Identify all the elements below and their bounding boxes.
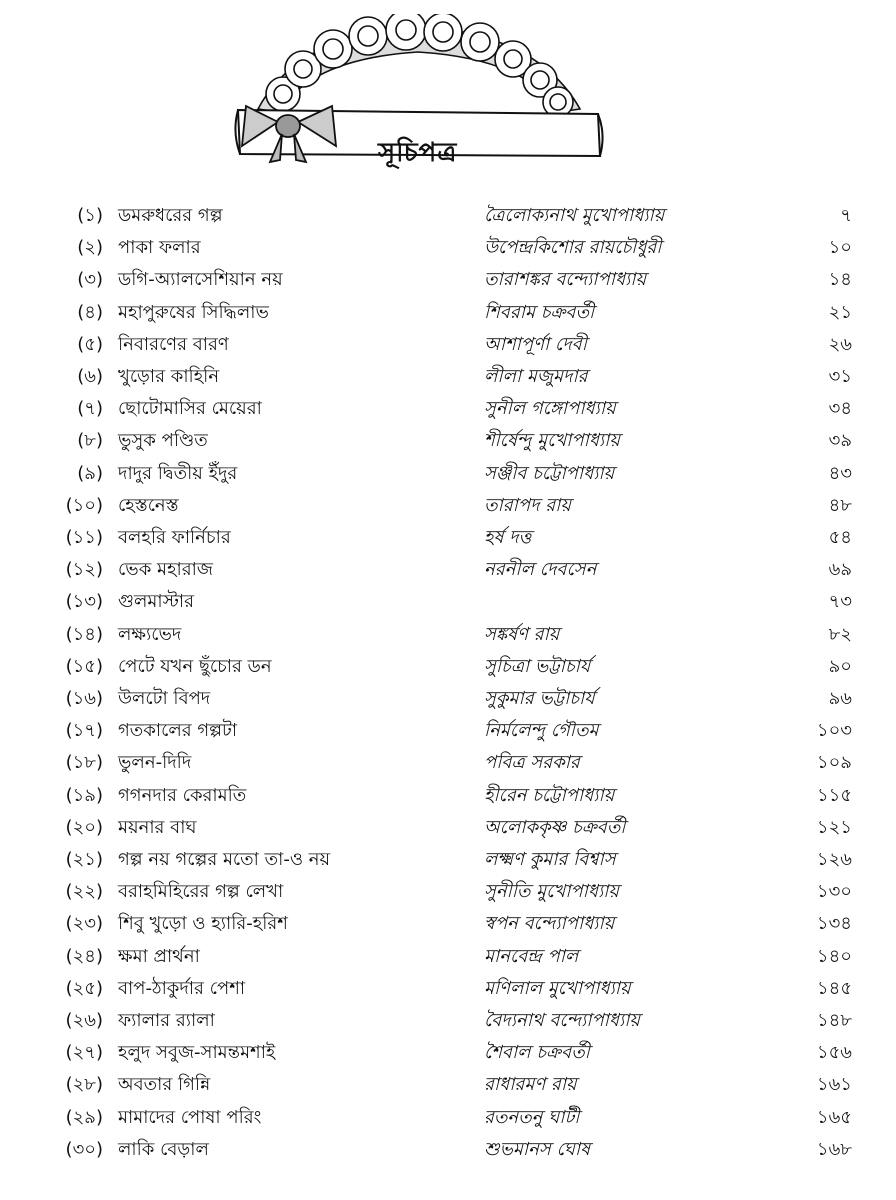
- toc-entry: [0, 522, 896, 554]
- page-number: ১৩৪: [816, 913, 852, 935]
- author-name: সুনীল গঙ্গোপাধ্যায়: [484, 398, 616, 420]
- author-name: রতনতনু ঘাটী: [484, 1106, 580, 1128]
- toc-entry: [0, 458, 896, 490]
- page-number: ১৬৫: [816, 1106, 852, 1128]
- page-number: ৮২: [828, 623, 852, 645]
- entry-number: (৬): [77, 366, 103, 387]
- story-title: ডগি-অ্যালসেশিয়ান নয়: [118, 269, 283, 291]
- page-number: ১২৬: [816, 849, 852, 870]
- entry-number: (১১): [65, 527, 103, 548]
- author-name: লক্ষ্মণ কুমার বিশ্বাস: [484, 849, 616, 870]
- entry-number: (১৩): [65, 591, 103, 613]
- toc-entry: [0, 264, 896, 296]
- toc-entry: [0, 232, 896, 264]
- story-title: মহাপুরুষের সিদ্ধিলাভ: [118, 301, 269, 323]
- entry-number: (২৯): [65, 1106, 103, 1128]
- entry-number: (১২): [65, 559, 103, 581]
- page-number: ৩১: [828, 366, 852, 387]
- page-number: ৩৪: [828, 398, 852, 420]
- story-title: মামাদের পোষা পরিং: [118, 1106, 262, 1128]
- entry-number: (১৬): [65, 688, 103, 709]
- author-name: স্বপন বন্দ্যোপাধ্যায়: [484, 913, 615, 935]
- page-number: ২১: [828, 301, 852, 323]
- entry-number: (১৯): [65, 784, 103, 806]
- entry-number: (২): [77, 237, 103, 259]
- story-title: পেটে যখন ছুঁচোর ডন: [118, 655, 272, 677]
- entry-number: (২৪): [65, 945, 103, 967]
- author-name: অলোককৃষ্ণ চক্রবর্তী: [484, 816, 626, 838]
- entry-number: (৮): [77, 430, 103, 452]
- story-title: গল্প নয় গল্পের মতো তা-ও নয়: [118, 849, 331, 870]
- story-title: ভুলন-দিদি: [118, 752, 192, 774]
- toc-entry: [0, 683, 896, 715]
- toc-entry: [0, 715, 896, 747]
- author-name: সুনীতি মুখোপাধ্যায়: [484, 881, 619, 903]
- page-number: ১২১: [816, 816, 852, 838]
- author-name: শুভমানস ঘোষ: [484, 1138, 591, 1160]
- toc-entry: [0, 876, 896, 908]
- entry-number: (৫): [77, 333, 103, 355]
- entry-number: (৯): [77, 462, 103, 484]
- story-title: ডমরুধরের গল্প: [118, 205, 223, 226]
- toc-entry: [0, 361, 896, 393]
- story-title: হলুদ সবুজ-সামন্তমশাই: [118, 1042, 276, 1064]
- story-title: অবতার গিন্নি: [118, 1074, 211, 1096]
- toc-entry: [0, 329, 896, 361]
- page-number: ৪৮: [828, 494, 852, 516]
- author-name: হর্ষ দত্ত: [484, 527, 532, 548]
- story-title: ময়নার বাঘ: [118, 816, 197, 838]
- entry-number: (১৮): [65, 752, 103, 774]
- page-number: ১৩০: [816, 881, 852, 903]
- story-title: বরাহমিহিরের গল্প লেখা: [118, 881, 284, 903]
- title-banner: [228, 14, 608, 168]
- author-name: নরনীল দেবসেন: [484, 559, 597, 581]
- story-title: লাকি বেড়াল: [118, 1138, 209, 1160]
- toc-entry: [0, 908, 896, 940]
- story-title: গতকালের গল্পটা: [118, 720, 238, 742]
- page-number: ১৫৬: [816, 1042, 852, 1064]
- toc-entry: [0, 1102, 896, 1134]
- page-number: ২৬: [828, 333, 852, 355]
- author-name: পবিত্র সরকার: [484, 752, 580, 774]
- page-number: ৩৯: [828, 430, 852, 452]
- entry-number: (২৫): [65, 977, 103, 999]
- page-number: ১৬৮: [816, 1138, 852, 1160]
- page-number: ৭৩: [828, 591, 852, 613]
- page-number: ১৬১: [816, 1074, 852, 1096]
- toc-entry: [0, 780, 896, 812]
- page-number: ১০৩: [816, 720, 852, 742]
- page-number: ৪৩: [828, 462, 852, 484]
- author-name: মানবেন্দ্র পাল: [484, 945, 579, 967]
- author-name: সুচিত্রা ভট্টাচার্য: [484, 655, 591, 677]
- entry-number: (২২): [65, 881, 103, 903]
- entry-number: (১০): [65, 494, 103, 516]
- author-name: আশাপূর্ণা দেবী: [484, 333, 587, 355]
- page-number: ৭: [840, 205, 852, 226]
- page-number: ১০৯: [816, 752, 852, 774]
- page-number: ১৪৫: [816, 977, 852, 999]
- story-title: লক্ষ্যভেদ: [118, 623, 182, 645]
- entry-number: (২৩): [65, 913, 103, 935]
- author-name: মণিলাল মুখোপাধ্যায়: [484, 977, 631, 999]
- toc-entry: [0, 812, 896, 844]
- author-name: সঞ্জীব চট্টোপাধ্যায়: [484, 462, 615, 484]
- author-name: শৈবাল চক্রবর্তী: [484, 1042, 590, 1064]
- toc-entry: [0, 941, 896, 973]
- author-name: তারাশঙ্কর বন্দ্যোপাধ্যায়: [484, 269, 647, 291]
- page-number: ৬৯: [828, 559, 852, 581]
- toc-entry: [0, 1069, 896, 1101]
- page-title: সূচিপত্র: [378, 138, 458, 168]
- page-number: ৯৬: [828, 688, 852, 709]
- toc-entry: [0, 200, 896, 232]
- toc-entry: [0, 554, 896, 586]
- page-number: ১৪০: [816, 945, 852, 967]
- story-title: পাকা ফলার: [118, 237, 201, 259]
- story-title: বাপ-ঠাকুর্দার পেশা: [118, 977, 246, 999]
- author-name: শিবরাম চক্রবর্তী: [484, 301, 595, 323]
- toc-entry: [0, 747, 896, 779]
- entry-number: (৩০): [65, 1138, 103, 1160]
- entry-number: (২৬): [65, 1010, 103, 1031]
- story-title: উলটো বিপদ: [118, 688, 211, 709]
- story-title: ফ্যালার র‍্যালা: [118, 1010, 215, 1031]
- entry-number: (১৭): [65, 720, 103, 742]
- toc-entry: [0, 619, 896, 651]
- entry-number: (১৫): [65, 655, 103, 677]
- story-title: ভেক মহারাজ: [118, 559, 213, 581]
- author-name: শীর্ষেন্দু মুখোপাধ্যায়: [484, 430, 620, 452]
- story-title: শিবু খুড়ো ও হ্যারি-হরিশ: [118, 913, 288, 935]
- entry-number: (৭): [77, 398, 103, 420]
- story-title: গুলমাস্টার: [118, 591, 195, 613]
- story-title: খুড়োর কাহিনি: [118, 366, 220, 387]
- toc-entry: [0, 844, 896, 876]
- story-title: বলহরি ফার্নিচার: [118, 527, 231, 548]
- toc-entry: [0, 297, 896, 329]
- entry-number: (১৪): [65, 623, 103, 645]
- author-name: সুকুমার ভট্টাচার্য: [484, 688, 595, 709]
- entry-number: (২৭): [65, 1042, 103, 1064]
- entry-number: (৪): [77, 301, 103, 323]
- entry-number: (১): [77, 205, 103, 226]
- toc-entry: [0, 490, 896, 522]
- toc-entry: [0, 393, 896, 425]
- entry-number: (২১): [65, 849, 103, 870]
- toc-entry: [0, 1134, 896, 1166]
- toc-entry: [0, 973, 896, 1005]
- story-title: ক্ষমা প্রার্থনা: [118, 945, 200, 967]
- page-number: ১৪: [828, 269, 852, 291]
- author-name: লীলা মজুমদার: [484, 366, 588, 387]
- toc-entry: [0, 425, 896, 457]
- entry-number: (৩): [77, 269, 103, 291]
- author-name: হীরেন চট্টোপাধ্যায়: [484, 784, 615, 806]
- author-name: তারাপদ রায়: [484, 494, 571, 516]
- page-number: ১০: [828, 237, 852, 259]
- story-title: গগনদার কেরামতি: [118, 784, 247, 806]
- toc-entry: [0, 586, 896, 618]
- author-name: ত্রৈলোক্যনাথ মুখোপাধ্যায়: [484, 205, 665, 226]
- story-title: হেস্তনেস্ত: [118, 494, 179, 516]
- story-title: দাদুর দ্বিতীয় ইঁদুর: [118, 462, 238, 484]
- toc-entry: [0, 1037, 896, 1069]
- entry-number: (২৮): [65, 1074, 103, 1096]
- page-number: ৯০: [828, 655, 852, 677]
- story-title: নিবারণের বারণ: [118, 333, 229, 355]
- author-name: নির্মলেন্দু গৌতম: [484, 720, 599, 742]
- page-number: ১৪৮: [816, 1010, 852, 1031]
- author-name: রাধারমণ রায়: [484, 1074, 577, 1096]
- author-name: বৈদ্যনাথ বন্দ্যোপাধ্যায়: [484, 1010, 641, 1031]
- page-number: ১১৫: [816, 784, 852, 806]
- story-title: ভুসুক পণ্ডিত: [118, 430, 208, 452]
- page-number: ৫৪: [828, 527, 852, 548]
- author-name: সঙ্কর্ষণ রায়: [484, 623, 560, 645]
- story-title: ছোটোমাসির মেয়েরা: [118, 398, 262, 420]
- author-name: উপেন্দ্রকিশোর রায়চৌধুরী: [484, 237, 662, 259]
- toc-entry: [0, 1005, 896, 1037]
- entry-number: (২০): [65, 816, 103, 838]
- toc-entry: [0, 651, 896, 683]
